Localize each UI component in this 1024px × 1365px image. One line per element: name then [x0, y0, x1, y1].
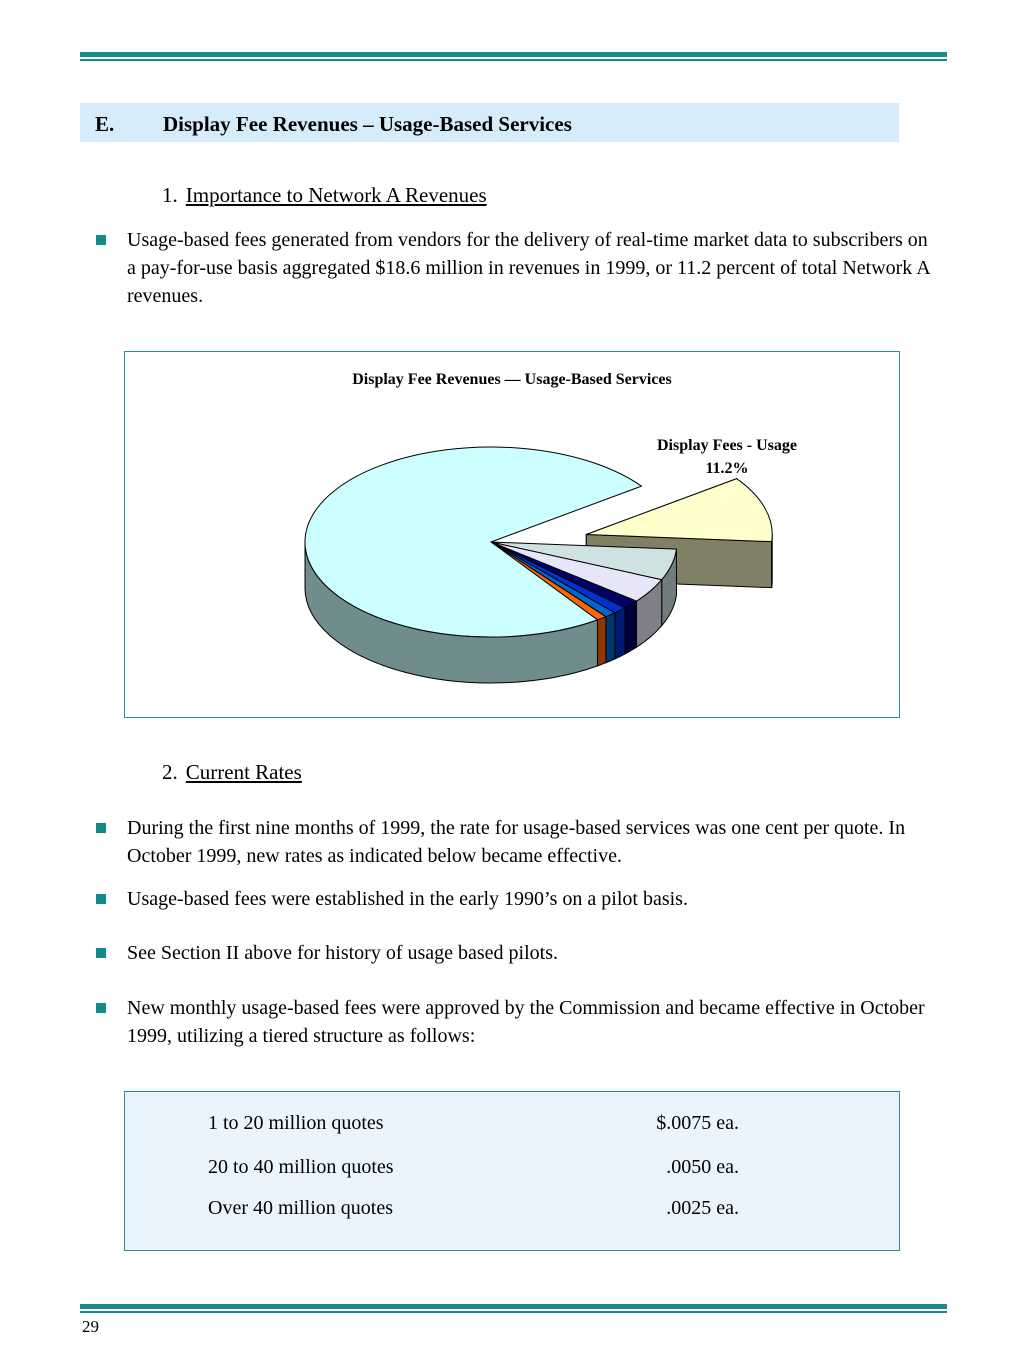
- section-letter: E.: [95, 112, 115, 136]
- bullet-square-icon: [96, 948, 106, 958]
- pie-slice-side: [597, 617, 605, 666]
- page-number: 29: [82, 1317, 99, 1336]
- subsection-number: 2.: [162, 760, 178, 784]
- bullet-text: See Section II above for history of usage based pilots.: [127, 942, 559, 964]
- bullet-square-icon: [96, 1003, 106, 1013]
- chart-title: Display Fee Revenues — Usage-Based Services: [352, 371, 672, 388]
- pie-slice-side: [606, 613, 615, 663]
- bullet-text: Usage-based fees were established in the early 1990’s on a pilot basis.: [127, 888, 688, 910]
- rate-price: $.0075 ea.: [656, 1112, 739, 1134]
- bottom-rule: [80, 1304, 947, 1313]
- bullet-text: During the first nine months of 1999, the rate for usage-based services was one cent per quote. In October 1999, new rates as indicated below became effective.: [127, 817, 906, 867]
- rate-table: [124, 1091, 900, 1251]
- pie-slice-side: [772, 534, 773, 587]
- top-rule: [80, 52, 947, 61]
- rate-tier: 20 to 40 million quotes: [208, 1156, 394, 1178]
- section-heading: [80, 103, 899, 142]
- subsection-title: Current Rates: [185, 760, 302, 784]
- bullet-square-icon: [96, 235, 106, 245]
- section-title: Display Fee Revenues – Usage-Based Services: [163, 112, 572, 136]
- bullet-square-icon: [96, 894, 106, 904]
- slice-label-name: Display Fees - Usage: [657, 437, 797, 454]
- subsection-number: 1.: [162, 183, 178, 207]
- rate-row: [125, 1156, 899, 1184]
- rate-tier: Over 40 million quotes: [208, 1197, 393, 1219]
- pie-slice-side: [625, 601, 637, 654]
- pie-chart: [124, 351, 900, 718]
- bullet-square-icon: [96, 823, 106, 833]
- rate-row: [125, 1197, 899, 1225]
- bullet-text: New monthly usage-based fees were approved by the Commission and became effective in October 1999, utilizing a tiered structure as follows:: [127, 997, 925, 1047]
- bullet-text: Usage-based fees generated from vendors for the delivery of real-time market data to subscribers on a pay-for-use basis aggregated $18.6 million in revenues in 1999, or 11.2 percent of total Network A revenues.: [127, 229, 930, 307]
- pie-chart-svg: [125, 352, 899, 717]
- rate-price: .0025 ea.: [666, 1197, 739, 1219]
- subsection-heading-1: [162, 183, 487, 208]
- rate-row: [125, 1112, 899, 1140]
- pie-slice-side: [615, 608, 625, 659]
- subsection-heading-2: [162, 760, 302, 785]
- slice-label-value: 11.2%: [705, 460, 749, 477]
- rate-price: .0050 ea.: [666, 1156, 739, 1178]
- subsection-title: Importance to Network A Revenues: [185, 183, 487, 207]
- rate-tier: 1 to 20 million quotes: [208, 1112, 384, 1134]
